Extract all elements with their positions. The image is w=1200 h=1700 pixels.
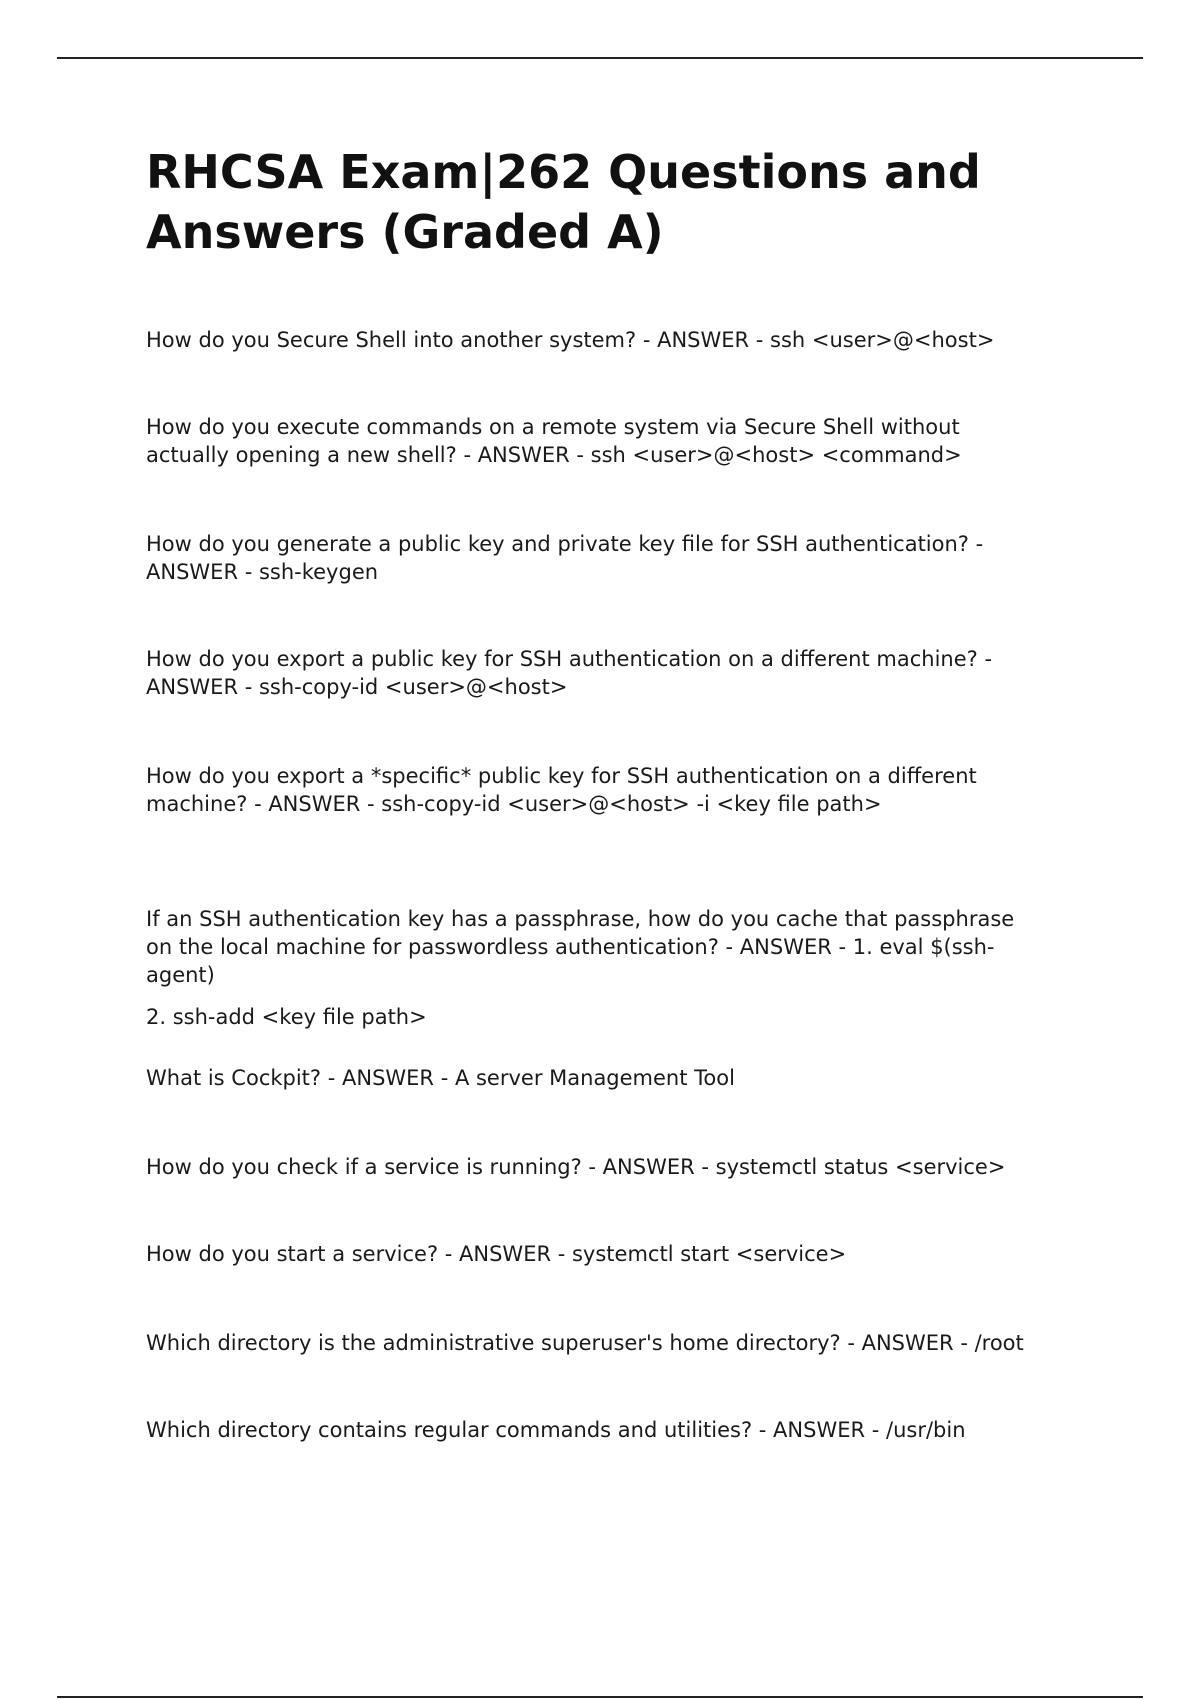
qa-item-4: How do you export a public key for SSH authentication on a different machine? - ANSWER - ssh-copy-id <user>@<host> (146, 647, 993, 699)
qa-item-2: How do you execute commands on a remote system via Secure Shell without actually opening a new shell? - ANSWER - ssh <user>@<host> <command> (146, 415, 962, 467)
qa-item-3: How do you generate a public key and private key file for SSH authentication? - ANSWER - ssh-keygen (146, 532, 984, 584)
qa-item-8: How do you check if a service is running? - ANSWER - systemctl status <service> (146, 1155, 1006, 1179)
document-title: RHCSA Exam|262 Questions and Answers (Graded A) (146, 145, 981, 259)
qa-item-6-text: If an SSH authentication key has a passphrase, how do you cache that passphrase on the local machine for passwordless authentication? - ANSWER - 1. eval $(ssh- agent) (146, 907, 1015, 987)
top-divider (57, 57, 1143, 59)
qa-item-5: How do you export a *specific* public key for SSH authentication on a different machine? - ANSWER - ssh-copy-id <user>@<host> -i <key file path> (146, 764, 977, 816)
bottom-divider (57, 1696, 1143, 1698)
qa-item-6 (146, 877, 1086, 1059)
qa-item-10: Which directory is the administrative superuser's home directory? - ANSWER - /root (146, 1331, 1024, 1355)
qa-item-9: How do you start a service? - ANSWER - systemctl start <service> (146, 1242, 847, 1266)
qa-item-7: What is Cockpit? - ANSWER - A server Management Tool (146, 1066, 735, 1090)
qa-item-1: How do you Secure Shell into another system? - ANSWER - ssh <user>@<host> (146, 328, 995, 352)
qa-item-6-extra: 2. ssh-add <key file path> (146, 1005, 427, 1029)
qa-item-11: Which directory contains regular commands and utilities? - ANSWER - /usr/bin (146, 1418, 966, 1442)
